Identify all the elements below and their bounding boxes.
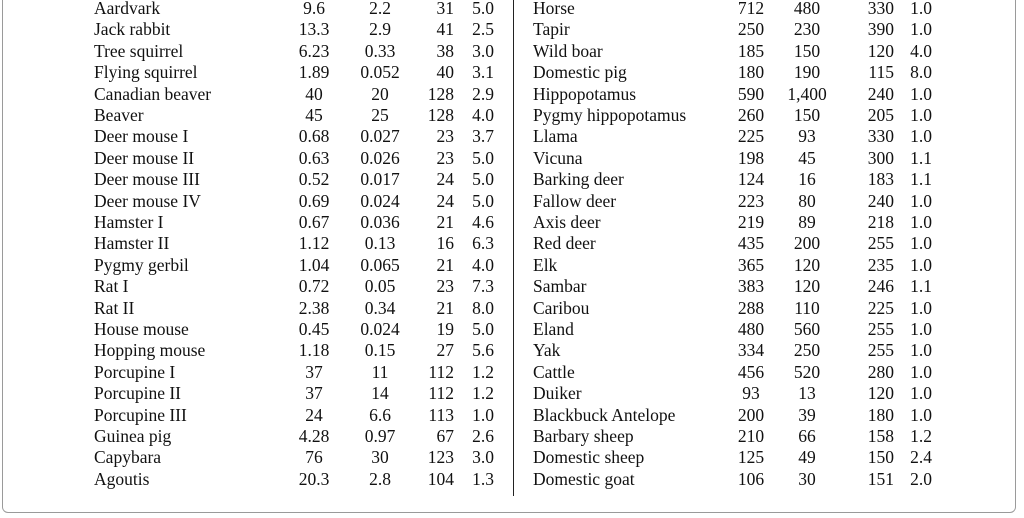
value-col-4: 2.5 <box>472 19 494 40</box>
value-col-2: 560 <box>793 319 821 339</box>
value-col-1: 200 <box>737 404 765 425</box>
value-col-4: 1.0 <box>910 319 932 339</box>
value-col-2: 200 <box>793 233 821 254</box>
table-row <box>0 362 1024 383</box>
value-col-4: 1.1 <box>910 276 932 297</box>
animal-name: Hopping mouse <box>94 340 206 361</box>
value-col-3: 120 <box>867 383 894 404</box>
value-col-1: 20.3 <box>298 468 330 489</box>
value-col-3: 24 <box>436 190 454 211</box>
value-col-2: 30 <box>371 447 389 468</box>
animal-name: Sambar <box>533 276 587 297</box>
value-col-3: 41 <box>436 19 454 40</box>
value-col-1: 24 <box>305 404 323 425</box>
animal-name: Domestic sheep <box>533 447 645 468</box>
value-col-2: 150 <box>793 40 821 61</box>
value-col-2: 6.6 <box>369 404 391 425</box>
value-col-4: 5.0 <box>472 147 494 168</box>
value-col-3: 23 <box>436 147 454 168</box>
value-col-1: 185 <box>737 40 765 61</box>
animal-name: Caribou <box>533 297 590 318</box>
value-col-3: 27 <box>436 340 454 361</box>
value-col-3: 21 <box>436 254 454 275</box>
value-col-1: 0.67 <box>298 212 330 232</box>
value-col-3: 104 <box>427 468 454 489</box>
animal-name: Fallow deer <box>533 190 617 211</box>
value-col-3: 180 <box>867 404 894 425</box>
value-col-1: 590 <box>737 83 765 104</box>
animal-name: Barking deer <box>533 169 624 190</box>
animal-name: Porcupine II <box>94 383 181 404</box>
value-col-3: 112 <box>428 361 454 382</box>
value-col-4: 1.0 <box>910 254 932 275</box>
value-col-4: 2.0 <box>910 468 932 489</box>
value-col-4: 1.0 <box>910 212 932 232</box>
value-col-4: 1.0 <box>910 126 932 147</box>
animal-name: Cattle <box>533 361 575 382</box>
value-col-2: 0.026 <box>360 147 400 168</box>
value-col-1: 37 <box>305 383 323 404</box>
value-col-1: 4.28 <box>298 426 330 446</box>
value-col-4: 4.0 <box>472 105 494 125</box>
value-col-1: 1.89 <box>298 62 330 83</box>
value-col-3: 31 <box>436 0 454 18</box>
table-row <box>0 19 1024 40</box>
value-col-1: 0.68 <box>298 126 330 147</box>
value-col-2: 0.97 <box>364 426 396 446</box>
value-col-1: 225 <box>737 126 765 147</box>
animal-name: Vicuna <box>533 147 583 168</box>
value-col-3: 113 <box>428 404 454 425</box>
value-col-2: 14 <box>371 383 389 404</box>
value-col-2: 0.05 <box>364 276 396 297</box>
value-col-3: 21 <box>436 212 454 232</box>
value-col-3: 16 <box>436 233 454 254</box>
value-col-1: 365 <box>737 254 765 275</box>
value-col-2: 120 <box>793 254 821 275</box>
value-col-4: 1.0 <box>910 190 932 211</box>
value-col-1: 180 <box>737 62 765 83</box>
value-col-2: 49 <box>798 447 816 468</box>
value-col-3: 330 <box>867 0 894 18</box>
value-col-3: 123 <box>427 447 454 468</box>
animal-name: Domestic goat <box>533 468 635 489</box>
value-col-3: 330 <box>867 126 894 147</box>
table-row <box>0 233 1024 254</box>
animal-name: House mouse <box>94 319 189 339</box>
value-col-4: 1.3 <box>472 468 494 489</box>
animal-name: Eland <box>533 319 574 339</box>
value-col-4: 1.2 <box>472 383 494 404</box>
value-col-1: 435 <box>737 233 765 254</box>
value-col-2: 150 <box>793 105 821 125</box>
value-col-4: 6.3 <box>472 233 494 254</box>
value-col-1: 0.72 <box>298 276 330 297</box>
value-col-2: 520 <box>793 361 821 382</box>
value-col-2: 16 <box>798 169 816 190</box>
animal-name: Porcupine III <box>94 404 187 425</box>
animal-name: Rat I <box>94 276 129 297</box>
value-col-1: 6.23 <box>298 40 330 61</box>
value-col-4: 1.0 <box>910 340 932 361</box>
animal-name: Axis deer <box>533 212 601 232</box>
value-col-2: 0.036 <box>360 212 400 232</box>
value-col-3: 24 <box>436 169 454 190</box>
value-col-3: 150 <box>867 447 894 468</box>
value-col-4: 3.0 <box>472 40 494 61</box>
value-col-1: 198 <box>737 147 765 168</box>
animal-name: Beaver <box>94 105 144 125</box>
value-col-4: 4.6 <box>472 212 494 232</box>
value-col-3: 280 <box>867 361 894 382</box>
value-col-3: 390 <box>867 19 894 40</box>
animal-name: Aardvark <box>94 0 161 18</box>
animal-name: Pygmy gerbil <box>94 254 189 275</box>
value-col-2: 0.024 <box>360 319 400 339</box>
value-col-2: 1,400 <box>787 83 827 104</box>
value-col-2: 80 <box>798 190 816 211</box>
value-col-2: 0.027 <box>360 126 400 147</box>
value-col-2: 39 <box>798 404 816 425</box>
value-col-3: 21 <box>436 297 454 318</box>
value-col-1: 260 <box>737 105 765 125</box>
value-col-1: 1.04 <box>298 254 330 275</box>
value-col-4: 1.0 <box>472 404 494 425</box>
table-row <box>0 319 1024 340</box>
value-col-1: 288 <box>737 297 765 318</box>
animal-name: Jack rabbit <box>94 19 171 40</box>
value-col-2: 30 <box>798 468 816 489</box>
table-row <box>0 169 1024 190</box>
value-col-4: 1.0 <box>910 19 932 40</box>
value-col-2: 110 <box>794 297 820 318</box>
table-row <box>0 426 1024 447</box>
animal-name: Flying squirrel <box>94 62 198 83</box>
animal-name: Duiker <box>533 383 582 404</box>
value-col-1: 210 <box>737 426 765 446</box>
animal-name: Tree squirrel <box>94 40 184 61</box>
value-col-4: 2.6 <box>472 426 494 446</box>
value-col-1: 0.63 <box>298 147 330 168</box>
animal-name: Capybara <box>94 447 162 468</box>
value-col-4: 1.0 <box>910 83 932 104</box>
animal-name: Hamster I <box>94 212 164 232</box>
value-col-4: 5.0 <box>472 190 494 211</box>
value-col-1: 456 <box>737 361 765 382</box>
value-col-1: 223 <box>737 190 765 211</box>
value-col-2: 2.8 <box>369 468 391 489</box>
value-col-2: 480 <box>793 0 821 18</box>
animal-name: Guinea pig <box>94 426 172 446</box>
animal-name: Yak <box>533 340 561 361</box>
table-row <box>0 469 1024 490</box>
value-col-2: 0.33 <box>364 40 396 61</box>
animal-name: Elk <box>533 254 558 275</box>
value-col-2: 66 <box>798 426 816 446</box>
value-col-1: 480 <box>737 319 765 339</box>
table-row <box>0 447 1024 468</box>
table-row <box>0 405 1024 426</box>
animal-name: Rat II <box>94 297 135 318</box>
value-col-4: 5.0 <box>472 319 494 339</box>
value-col-2: 230 <box>793 19 821 40</box>
value-col-1: 1.18 <box>298 340 330 361</box>
value-col-3: 246 <box>867 276 894 297</box>
value-col-3: 255 <box>867 340 894 361</box>
value-col-4: 3.7 <box>472 126 494 147</box>
value-col-3: 151 <box>867 468 894 489</box>
table-row <box>0 255 1024 276</box>
animal-name: Domestic pig <box>533 62 627 83</box>
value-col-2: 13 <box>798 383 816 404</box>
animal-name: Deer mouse III <box>94 169 200 190</box>
animal-name: Blackbuck Antelope <box>533 404 676 425</box>
value-col-4: 1.0 <box>910 297 932 318</box>
value-col-1: 383 <box>737 276 765 297</box>
value-col-4: 1.0 <box>910 361 932 382</box>
animal-name: Tapir <box>533 19 570 40</box>
value-col-4: 1.1 <box>910 147 932 168</box>
value-col-2: 190 <box>793 62 821 83</box>
value-col-3: 38 <box>436 40 454 61</box>
value-col-1: 93 <box>742 383 760 404</box>
value-col-2: 45 <box>798 147 816 168</box>
value-col-4: 2.4 <box>910 447 932 468</box>
table-row <box>0 84 1024 105</box>
table-row <box>0 105 1024 126</box>
value-col-2: 0.017 <box>360 169 400 190</box>
value-col-2: 250 <box>793 340 821 361</box>
value-col-3: 235 <box>867 254 894 275</box>
value-col-1: 334 <box>737 340 765 361</box>
value-col-1: 76 <box>305 447 323 468</box>
table-row <box>0 41 1024 62</box>
table-row <box>0 276 1024 297</box>
value-col-1: 0.69 <box>298 190 330 211</box>
value-col-3: 23 <box>436 276 454 297</box>
value-col-1: 1.12 <box>298 233 330 254</box>
value-col-3: 205 <box>867 105 894 125</box>
animal-name: Porcupine I <box>94 361 176 382</box>
value-col-4: 1.0 <box>910 383 932 404</box>
value-col-1: 9.6 <box>303 0 325 18</box>
value-col-2: 0.052 <box>360 62 400 83</box>
value-col-3: 67 <box>436 426 454 446</box>
value-col-1: 250 <box>737 19 765 40</box>
table-row <box>0 298 1024 319</box>
value-col-1: 125 <box>737 447 765 468</box>
value-col-1: 0.45 <box>298 319 330 339</box>
value-col-2: 0.15 <box>364 340 396 361</box>
value-col-4: 3.1 <box>472 62 494 83</box>
table-row <box>0 191 1024 212</box>
value-col-3: 255 <box>867 319 894 339</box>
animal-name: Pygmy hippopotamus <box>533 105 687 125</box>
value-col-2: 0.13 <box>364 233 396 254</box>
value-col-3: 120 <box>867 40 894 61</box>
value-col-3: 240 <box>867 83 894 104</box>
value-col-1: 219 <box>737 212 765 232</box>
value-col-3: 128 <box>427 105 454 125</box>
value-col-3: 115 <box>868 62 894 83</box>
value-col-3: 300 <box>867 147 894 168</box>
animal-name: Hamster II <box>94 233 170 254</box>
value-col-3: 19 <box>436 319 454 339</box>
value-col-2: 120 <box>793 276 821 297</box>
table-row <box>0 383 1024 404</box>
value-col-1: 37 <box>305 361 323 382</box>
value-col-4: 4.0 <box>910 40 932 61</box>
animal-name: Deer mouse IV <box>94 190 201 211</box>
value-col-4: 1.0 <box>910 404 932 425</box>
value-col-4: 1.0 <box>910 105 932 125</box>
value-col-3: 255 <box>867 233 894 254</box>
value-col-3: 158 <box>867 426 894 446</box>
value-col-2: 0.065 <box>360 254 400 275</box>
value-col-2: 25 <box>371 105 389 125</box>
value-col-1: 712 <box>737 0 765 18</box>
value-col-2: 11 <box>371 361 389 382</box>
value-col-2: 0.34 <box>364 297 396 318</box>
value-col-3: 112 <box>428 383 454 404</box>
table-row <box>0 0 1024 19</box>
animal-name: Wild boar <box>533 40 603 61</box>
table-row <box>0 126 1024 147</box>
value-col-3: 183 <box>867 169 894 190</box>
value-col-4: 1.2 <box>910 426 932 446</box>
value-col-2: 20 <box>371 83 389 104</box>
value-col-2: 93 <box>798 126 816 147</box>
table-row <box>0 340 1024 361</box>
value-col-2: 0.024 <box>360 190 400 211</box>
animal-name: Agoutis <box>94 468 150 489</box>
animal-name: Red deer <box>533 233 596 254</box>
value-col-4: 5.0 <box>472 0 494 18</box>
animal-name: Horse <box>533 0 575 18</box>
value-col-3: 23 <box>436 126 454 147</box>
table-row <box>0 212 1024 233</box>
value-col-3: 240 <box>867 190 894 211</box>
value-col-4: 8.0 <box>472 297 494 318</box>
animal-name: Deer mouse II <box>94 147 195 168</box>
animal-name: Llama <box>533 126 578 147</box>
value-col-4: 1.2 <box>472 361 494 382</box>
value-col-4: 7.3 <box>472 276 494 297</box>
value-col-4: 3.0 <box>472 447 494 468</box>
animal-name: Canadian beaver <box>94 83 212 104</box>
value-col-2: 2.9 <box>369 19 391 40</box>
animal-name: Deer mouse I <box>94 126 189 147</box>
value-col-1: 2.38 <box>298 297 330 318</box>
value-col-4: 1.0 <box>910 233 932 254</box>
value-col-1: 106 <box>737 468 765 489</box>
value-col-4: 1.0 <box>910 0 932 18</box>
value-col-1: 0.52 <box>298 169 330 190</box>
value-col-4: 1.1 <box>910 169 932 190</box>
value-col-4: 2.9 <box>472 83 494 104</box>
value-col-3: 218 <box>867 212 894 232</box>
value-col-4: 4.0 <box>472 254 494 275</box>
value-col-1: 45 <box>305 105 323 125</box>
animal-name: Hippopotamus <box>533 83 637 104</box>
animal-name: Barbary sheep <box>533 426 634 446</box>
value-col-3: 225 <box>867 297 894 318</box>
value-col-4: 8.0 <box>910 62 932 83</box>
value-col-1: 40 <box>305 83 323 104</box>
value-col-3: 128 <box>427 83 454 104</box>
value-col-4: 5.0 <box>472 169 494 190</box>
table-row <box>0 62 1024 83</box>
value-col-1: 124 <box>737 169 765 190</box>
value-col-1: 13.3 <box>298 19 330 40</box>
value-col-2: 89 <box>798 212 816 232</box>
value-col-4: 5.6 <box>472 340 494 361</box>
value-col-3: 40 <box>436 62 454 83</box>
value-col-2: 2.2 <box>369 0 391 18</box>
table-row <box>0 148 1024 169</box>
